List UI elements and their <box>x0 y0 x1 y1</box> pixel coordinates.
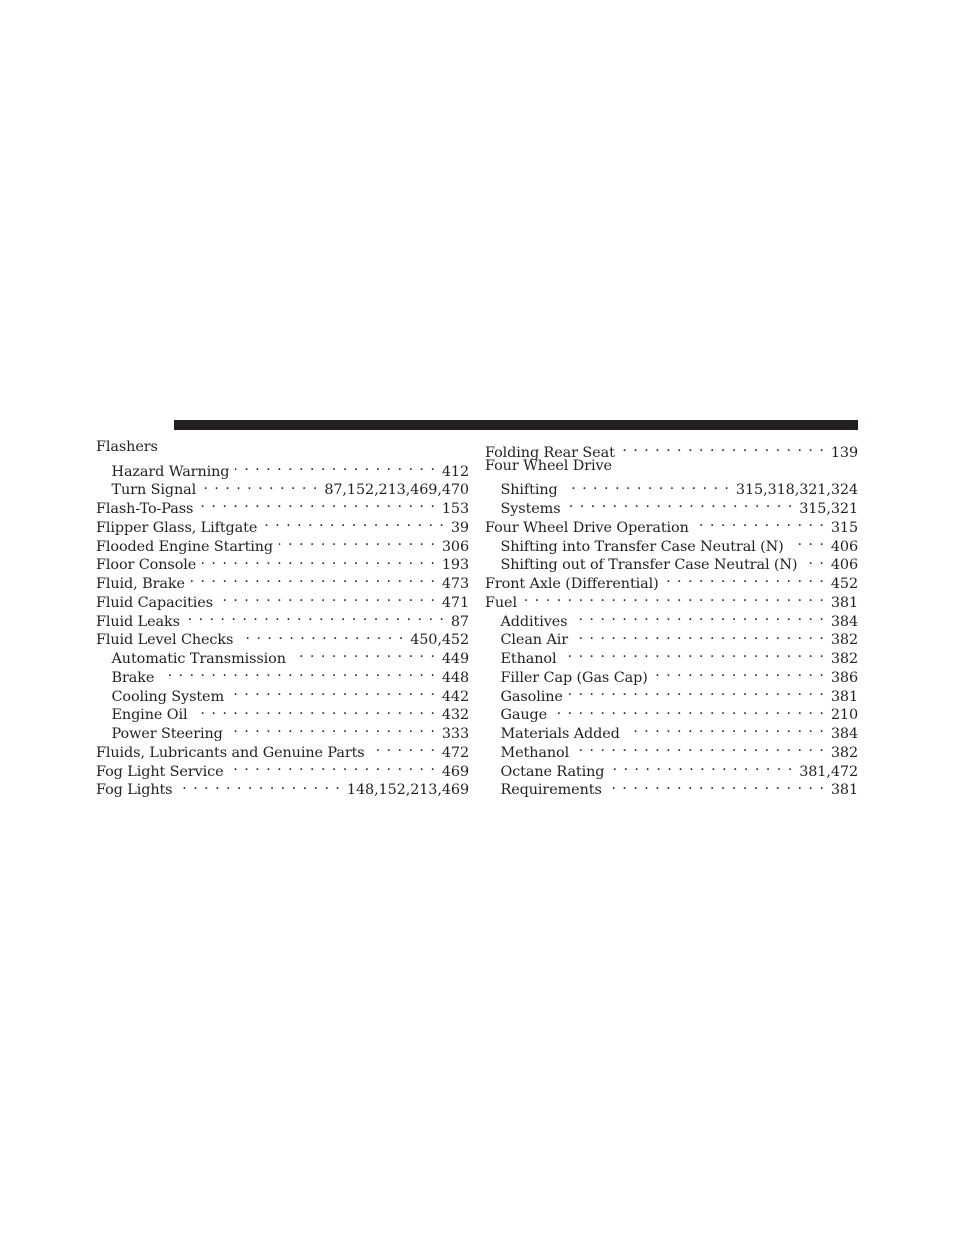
dot-leader <box>230 757 436 776</box>
index-pages: 384 <box>830 613 858 630</box>
dot-leader <box>160 663 436 682</box>
index-entry <box>485 607 858 630</box>
index-term: Fog Lights <box>96 782 173 799</box>
dot-leader <box>575 738 825 757</box>
index-term: Flooded Engine Starting <box>96 538 274 555</box>
index-pages: 442 <box>441 688 469 705</box>
index-term: Additives <box>500 613 568 630</box>
dot-leader <box>219 588 436 607</box>
dot-leader <box>562 644 824 663</box>
index-pages: 315 <box>830 519 858 536</box>
index-pages: 139 <box>830 444 858 461</box>
dot-leader <box>574 626 825 645</box>
index-pages: 384 <box>830 726 858 742</box>
index-term: Clean Air <box>500 632 569 649</box>
index-pages: 406 <box>830 538 858 555</box>
index-term: Fuel <box>485 594 517 611</box>
index-entry <box>485 457 858 476</box>
index-entry <box>96 457 469 480</box>
dot-leader <box>229 719 436 738</box>
index-pages: 210 <box>830 707 858 724</box>
index-pages: 381 <box>830 782 858 799</box>
index-term: Hazard Warning <box>111 463 230 480</box>
index-pages: 193 <box>441 557 469 574</box>
dot-leader <box>523 588 825 607</box>
index-term: Flash-To-Pass <box>96 501 194 517</box>
dot-leader <box>665 569 825 588</box>
index-pages: 382 <box>830 651 858 667</box>
index-pages: 406 <box>830 557 858 574</box>
dot-leader <box>199 494 436 513</box>
dot-leader <box>553 701 825 720</box>
index-entry <box>96 438 469 457</box>
dot-leader <box>621 438 825 457</box>
index-pages: 306 <box>441 538 469 555</box>
index-pages: 386 <box>830 669 858 686</box>
index-pages: 381,472 <box>799 763 858 780</box>
index-term: Engine Oil <box>111 707 188 724</box>
index-column-left <box>96 438 469 799</box>
dot-leader <box>178 776 340 795</box>
dot-leader <box>239 626 404 645</box>
index-pages: 382 <box>830 632 858 649</box>
dot-leader <box>608 776 825 795</box>
index-pages: 381 <box>830 688 858 705</box>
index-term: Cooling System <box>111 688 225 705</box>
index-term: Four Wheel Drive <box>485 457 612 474</box>
index-term: Shifting <box>500 482 558 499</box>
index-pages: 315,321 <box>799 501 858 517</box>
index-term: Fluid, Brake <box>96 576 185 592</box>
dot-leader <box>564 476 730 495</box>
index-term: Gauge <box>500 707 548 724</box>
index-term: Flipper Glass, Liftgate <box>96 519 258 536</box>
index-entry <box>485 588 858 611</box>
index-pages: 449 <box>441 651 469 667</box>
index-term: Brake <box>111 669 155 686</box>
dot-leader <box>371 738 436 757</box>
dot-leader <box>569 682 825 701</box>
index-pages: 148,152,213,469 <box>346 782 469 799</box>
index-entry <box>485 476 858 499</box>
index-term: Ethanol <box>500 651 557 667</box>
index-pages: 315,318,321,324 <box>735 482 858 499</box>
index-term: Shifting into Transfer Case Neutral (N) <box>500 538 784 555</box>
index-term: Folding Rear Seat <box>485 444 615 461</box>
dot-leader <box>610 757 793 776</box>
index-term: Floor Console <box>96 557 197 574</box>
index-term: Filler Cap (Gas Cap) <box>500 669 648 686</box>
index-pages: 452 <box>830 576 858 592</box>
index-column-right <box>485 438 858 799</box>
dot-leader <box>790 532 825 551</box>
index-pages: 39 <box>450 519 469 536</box>
index-pages: 87 <box>450 613 469 630</box>
dot-leader <box>230 682 436 701</box>
index-term: Automatic Transmission <box>111 651 286 667</box>
header-bar <box>174 420 858 430</box>
index-term: Materials Added <box>500 726 620 742</box>
index-term: Fluid Leaks <box>96 613 180 630</box>
index-pages: 472 <box>441 744 469 761</box>
index-term: Front Axle (Differential) <box>485 576 659 592</box>
index-term: Methanol <box>500 744 570 761</box>
index-term: Fluid Level Checks <box>96 632 234 649</box>
index-pages: 471 <box>441 594 469 611</box>
dot-leader <box>567 494 794 513</box>
index-term: Fluid Capacities <box>96 594 213 611</box>
index-pages: 87,152,213,469,470 <box>324 482 469 499</box>
index-pages: 473 <box>441 576 469 592</box>
index-pages: 382 <box>830 744 858 761</box>
dot-leader <box>193 701 435 720</box>
dot-leader <box>263 513 445 532</box>
dot-leader <box>626 719 825 738</box>
dot-leader <box>186 607 445 626</box>
dot-leader <box>191 569 436 588</box>
index-pages: 153 <box>441 501 469 517</box>
index-term: Shifting out of Transfer Case Neutral (N) <box>500 557 798 574</box>
index-pages: 412 <box>441 463 469 480</box>
index-term: Four Wheel Drive Operation <box>485 519 689 536</box>
dot-leader <box>695 513 825 532</box>
index-pages: 450,452 <box>410 632 469 649</box>
index-pages: 432 <box>441 707 469 724</box>
dot-leader <box>292 644 436 663</box>
index-term: Flashers <box>96 439 158 455</box>
index-term: Power Steering <box>111 726 223 742</box>
index-term: Fluids, Lubricants and Genuine Parts <box>96 744 365 761</box>
dot-leader <box>803 551 824 570</box>
dot-leader <box>279 532 436 551</box>
index-pages: 469 <box>441 763 469 780</box>
index-term: Requirements <box>500 782 602 799</box>
dot-leader <box>202 551 436 570</box>
index-pages: 333 <box>441 726 469 742</box>
dot-leader <box>235 457 435 476</box>
index-term: Fog Light Service <box>96 763 224 780</box>
dot-leader <box>573 607 824 626</box>
index-entry <box>485 438 858 461</box>
index-term: Turn Signal <box>111 482 197 499</box>
index-pages: 381 <box>830 594 858 611</box>
index-pages: 448 <box>441 669 469 686</box>
index-term: Gasoline <box>500 688 563 705</box>
index-term: Systems <box>500 501 561 517</box>
index-term: Octane Rating <box>500 763 605 780</box>
dot-leader <box>654 663 825 682</box>
dot-leader <box>202 476 318 495</box>
